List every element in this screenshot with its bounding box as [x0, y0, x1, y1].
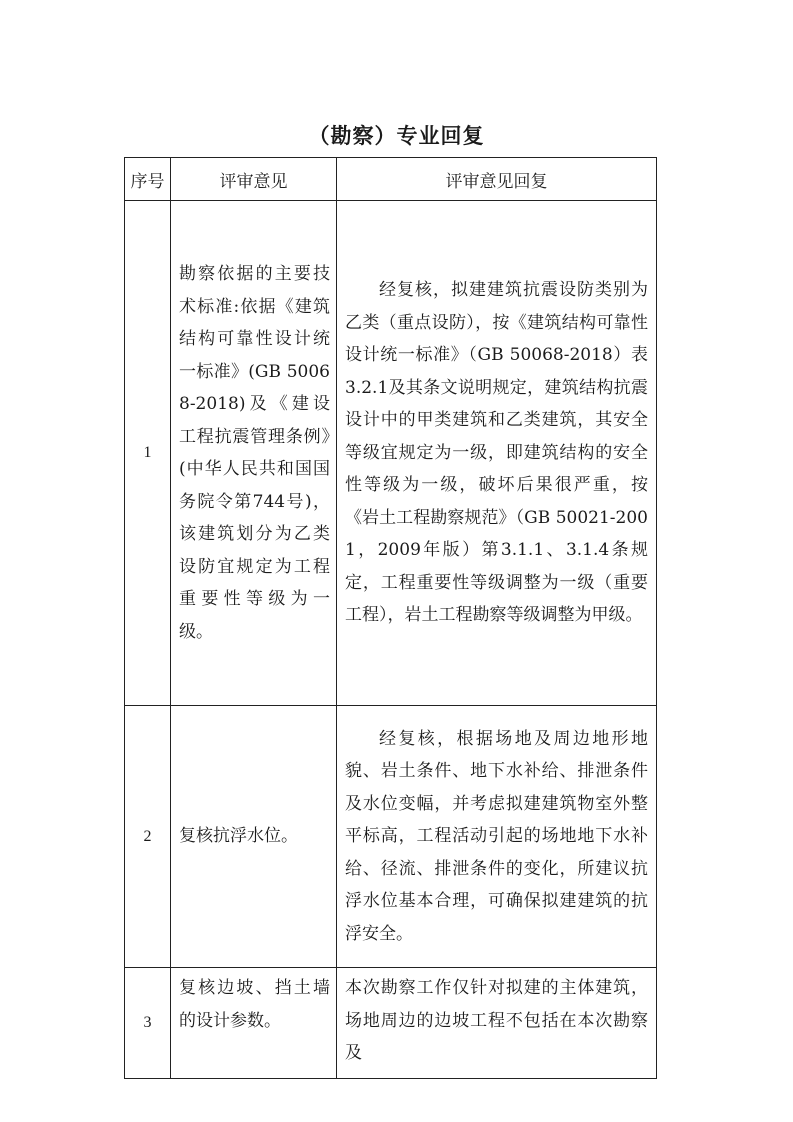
review-reply-table: [124, 157, 657, 1079]
table-row: [125, 201, 657, 706]
review-reply-cell: 本次勘察工作仅针对拟建的主体建筑，场地周边的边坡工程不包括在本次勘察及: [337, 968, 657, 1079]
review-opinion-cell: 复核边坡、挡土墙的设计参数。: [171, 968, 337, 1079]
page-title: （勘察）专业回复: [308, 123, 485, 148]
header-review-reply: 评审意见回复: [337, 158, 657, 201]
table-row: [125, 968, 657, 1079]
header-serial-number: 序号: [125, 158, 171, 201]
review-opinion-cell: 复核抗浮水位。: [171, 706, 337, 968]
review-reply-cell: 经复核，拟建建筑抗震设防类别为乙类（重点设防），按《建筑结构可靠性设计统一标准》（GB 50068-2018）表3.2.1及其条文说明规定，建筑结构抗震设计中的甲类建筑和乙类建筑，其安全等级宜规定为一级，即建筑结构的安全性等级为一级，破坏后果很严重，按《岩土工程勘察规范》（GB 50021-2001，2009年版）第3.1.1、3.1.4条规定，工程重要性等级调整为一级（重要工程），岩土工程勘察等级调整为甲级。: [337, 201, 657, 706]
review-opinion-cell: 勘察依据的主要技术标准:依据《建筑结构可靠性设计统一标准》(GB 50068-2018)及《建设工程抗震管理条例》(中华人民共和国国务院令第744号)，该建筑划分为乙类设防宜规定为工程重要性等级为一级。: [171, 201, 337, 706]
header-review-opinion: 评审意见: [171, 158, 337, 201]
row-number: 3: [125, 968, 171, 1079]
review-reply-cell: 经复核，根据场地及周边地形地貌、岩土条件、地下水补给、排泄条件及水位变幅，并考虑拟建建筑物室外整平标高，工程活动引起的场地地下水补给、径流、排泄条件的变化，所建议抗浮水位基本合理，可确保拟建建筑的抗浮安全。: [337, 706, 657, 968]
row-number: 1: [125, 201, 171, 706]
table-row: [125, 706, 657, 968]
table-header-row: [125, 158, 657, 201]
row-number: 2: [125, 706, 171, 968]
